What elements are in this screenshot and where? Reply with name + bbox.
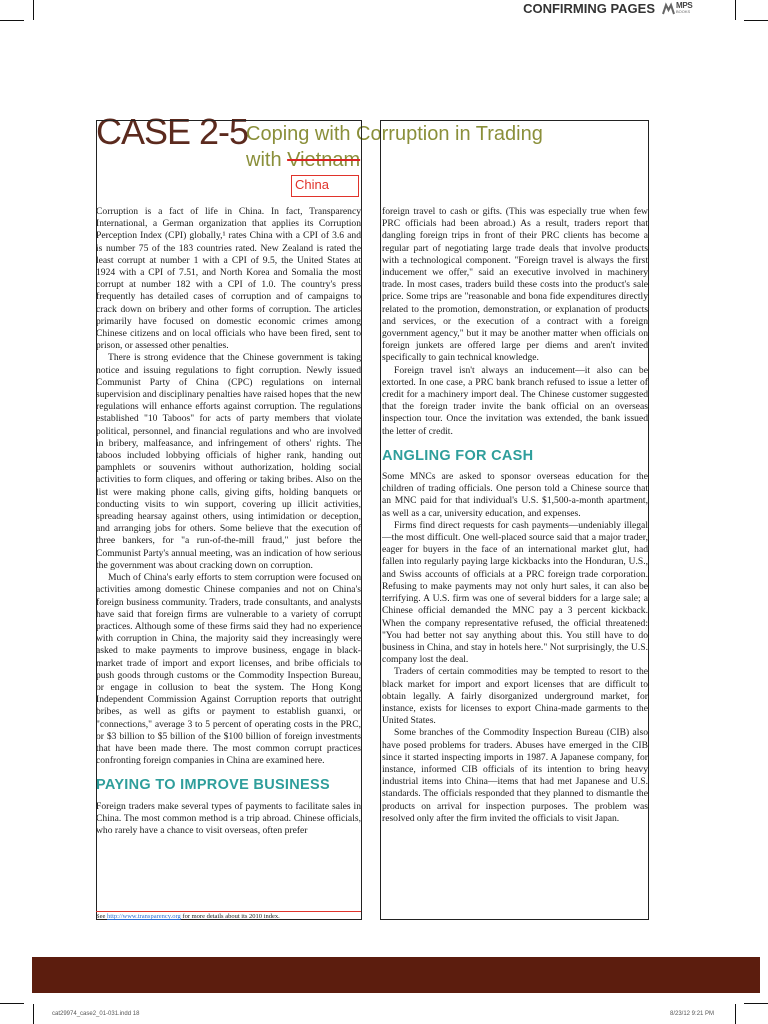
crop-mark-tr-h (744, 20, 768, 21)
paragraph: Foreign traders make several types of payments to facilitate sales in China. The most common method is a trip abroad. Chinese officials, who rarely have a chance to visit overseas, often prefer (96, 800, 361, 836)
crop-mark-bl-v (33, 1004, 34, 1024)
section-heading-angling: ANGLING FOR CASH (382, 447, 534, 464)
crop-mark-tl-v (33, 0, 34, 20)
file-slug: cat29974_case2_01-031.indd 18 (52, 1011, 140, 1017)
crop-mark-tl-h (0, 20, 24, 21)
mps-logo-subtext: BOOKS (676, 9, 691, 14)
paragraph: Corruption is a fact of life in China. In fact, Transparency International, a German organization that applies its Corruption Perception Index (CPI) globally,¹ rates China with a CPI of 3.6 and is number 75 of the 183 countries rated. New Zealand is rated the least corrupt at number 1 with a CPI of 9.5, the United States at 1924 with a CPI of 7.51, and North Korea and Somalia the most corrupt at number 182 with a CPI of 1.0. The country's press frequently has detailed cases of corruption and of campaigns to crack down on bribery and other forms of corruption. The articles primarily have focused on domestic economic crimes among Chinese citizens and on local officials who have been fired, sent to prison, or assessed other penalties. (96, 206, 361, 352)
paragraph: Some MNCs are asked to sponsor overseas education for the children of trading officials. One person told a Chinese source that an MNC paid for that individual's U.S. $1,500-a-month apartment, as well as a car, university education, and expenses. (382, 471, 648, 519)
struck-word: Vietnam (287, 149, 361, 171)
paragraph: Firms find direct requests for cash payments—undeniably illegal—the most difficult. One well-placed source said that a major trader, eager for buyers in the face of an international market glut, had fallen into regularly paying large kickbacks into the Honduran, U.S., and Swiss accounts of officials at a PRC foreign trade corporation. Refusing to make payments may not only hurt sales, it can also be terrifying. A U.S. firm was one of several bidders for a large sale; a Chinese official demanded the MNC pay a 3 percent kickback. When the company representative refused, the official threatened: "You had better not say anything about this. You still have to do business in China, and stay in hotels here." Not surprisingly, the U.S. company lost the deal. (382, 519, 648, 666)
right-column (382, 206, 648, 920)
section-heading-paying: PAYING TO IMPROVE BUSINESS (96, 777, 330, 794)
paragraph: foreign travel to cash or gifts. (This was especially true when few PRC officials had been abroad.) As a result, traders report that dangling foreign trips in front of their PRC clients has become a regular part of negotiating large trade deals that involve products with a technological component. "Foreign travel is always the first inducement we offer," said an executive involved in machinery trade. In most cases, traders build these costs into the product's sale price. Some trips are "reasonable and bona fide expenditures directly related to the promotion, demonstration, or explanation of products and services, or the execution of a contract with a foreign government agency," but it may be another matter when officials on foreign junkets are offered large per diems and aren't invited specifically to gain technical knowledge. (382, 206, 648, 364)
paragraph: Foreign travel isn't always an inducement—it also can be extorted. In one case, a PRC bank branch refused to issue a letter of credit for a machinery import deal. The Chinese customer suggested that the foreign trader invite the bank official on an overseas inspection tour. Once the invitation was extended, the bank issued the letter of credit. (382, 364, 648, 437)
paragraph: There is strong evidence that the Chinese government is taking notice and issuing regulations to fight corruption. Newly issued Communist Party of China (CPC) regulations on internal supervision and disciplinary penalties have raised hopes that the new regulations will enhance efforts against corruption. The regulations established "10 Taboos" for acts of party members that violate political, personnel, and financial regulations and who are involved in bribery, malfeasance, and infringement of others' rights. The taboos included lobbying officials of higher rank, handing out pamphlets or souvenirs without authorization, holding social activities to form cliques, and offering or taking bribes. Also on the list were making phone calls, giving gifts, holding banquets or conducting visits to win support, covering up illicit activities, spreading hearsay against others, using intimidation or deception, and arranging jobs for others. Some believe that the execution of three bankers, for "a run-of-the-mill fraud," just before the Communist Party's annual meeting, was an indication of how serious the government was about cracking down on corruption. (96, 352, 361, 571)
date-slug: 8/23/12 9:21 PM (670, 1011, 715, 1017)
mps-logo (662, 1, 702, 17)
page-footer-bar (32, 957, 760, 993)
crop-mark-br-h (744, 1003, 768, 1004)
footnote-prefix: See (96, 913, 108, 920)
crop-mark-tr-v (735, 0, 736, 20)
footnote-suffix: for more details about its 2010 index. (180, 913, 280, 920)
mps-logo-text: MPS (676, 1, 693, 10)
case-number: CASE 2-5 (96, 111, 249, 152)
crop-mark-br-v (735, 1004, 736, 1024)
mps-logo-icon (662, 2, 675, 16)
crop-mark-bl-h (0, 1003, 24, 1004)
left-column (96, 206, 361, 906)
case-title-line-1: Coping with Corruption in Trading (246, 123, 543, 145)
paragraph: Much of China's early efforts to stem corruption were focused on activities among domestic Chinese companies and not on China's foreign business community. Traders, trade consultants, and analysts have said that foreign firms are vulnerable to a variety of corrupt practices. Although some of these firms said they had no experience with corruption in China, the majority said they increasingly were asked to make payments to improve business, engage in black-market trade of import and export licenses, and bribe officials to push goods through customs or the Commodity Inspection Bureau, or engage in collusion to beat the system. The Hong Kong Independent Commission Against Corruption reports that outright bribes, as well as gifts or payment to establish guanxi, or "connections," average 3 to 5 percent of operating costs in the PRC, or $3 billion to $5 billion of the $100 billion of foreign investments that have been made there. The most common corrupt practices confronting foreign companies in China are examined here. (96, 572, 361, 767)
paragraph: Traders of certain commodities may be tempted to resort to the black market for import and export licenses that are difficult to obtain legally. A fairly disorganized underground market, for instance, exists for licenses to export China-made garments to the United States. (382, 666, 648, 727)
footnote-link[interactable]: http://www.transparency.org (107, 913, 181, 920)
correction-box: China (291, 175, 359, 197)
confirming-pages-label: CONFIRMING PAGES (523, 1, 655, 16)
paragraph: Some branches of the Commodity Inspection Bureau (CIB) also have posed problems for traders. Abuses have emerged in the CIB since it started inspecting imports in 1987. A Japanese company, for instance, informed CIB officials of its intention to bring heavy industrial items into China—items that had met Japanese and U.S. standards. The officials responded that they planned to dismantle the products on arrival for inspection purposes. The problem was resolved only after the firm invited the officials to visit Japan. (382, 727, 648, 824)
footnote (96, 912, 361, 921)
title-prefix: with (246, 149, 288, 171)
